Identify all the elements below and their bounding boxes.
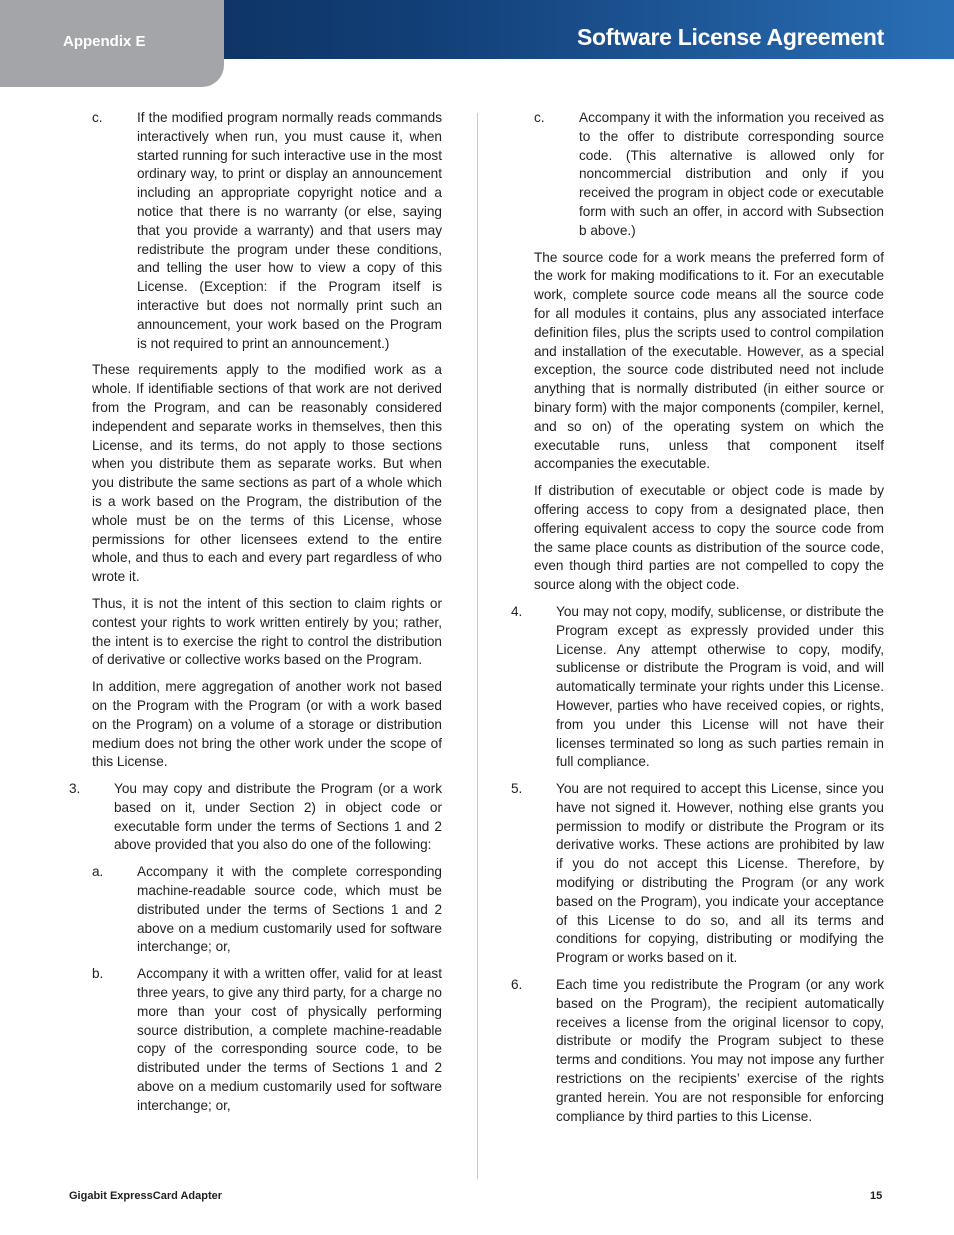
footer-page-number: 15 [870, 1190, 883, 1202]
footer-product-name: Gigabit ExpressCard Adapter [69, 1190, 223, 1202]
sub-list-item [534, 109, 884, 241]
list-item-text: If the modified program normally reads commands interactively when run, you must cause it, when started running for such interactive use in the most ordinary way, to print or display an announcement including an appropriate copyright notice and a notice that there is no warranty (or else, saying that you provide a warranty) and that users may redistribute the program under these conditions, and telling the user how to view a copy of this License. (Exception: if the Program itself is interactive but does not normally print such an announcement, your work based on the Program is not required to print an announcement.) [137, 110, 442, 351]
numbered-list-item [511, 976, 884, 1126]
appendix-label: Appendix E [63, 33, 146, 50]
list-item-text: You are not required to accept this License, since you have not signed it. However, nothing else grants you permission to modify or distribute the Program or its derivative works. These actions are prohibited by law if you do not accept this License. Therefore, by modifying or distributing the Program (or any work based on the Program), you indicate your acceptance of this License to do so, and all its terms and conditions for copying, distributing or modifying the Program or works based on it. [556, 781, 884, 966]
list-marker: a. [92, 864, 104, 880]
right-column [511, 109, 884, 1134]
numbered-list-item [69, 780, 442, 855]
sub-list-item [92, 109, 442, 353]
appendix-tab [0, 0, 224, 87]
list-marker: 6. [511, 977, 523, 993]
body-paragraph: These requirements apply to the modified work as a whole. If identifiable sections of that work are not derived from the Program, and can be reasonably considered independent and separate works in themselves, then this License, and its terms, do not apply to those sections when you distribute them as separate works. But when you distribute the same sections as part of a whole which is a work based on the Program, the distribution of the whole must be on the terms of this License, whose permissions for other licensees extend to the entire whole, and thus to each and every part regardless of who wrote it. [92, 362, 442, 585]
numbered-list-item [511, 780, 884, 968]
body-paragraph: Thus, it is not the intent of this section to claim rights or contest your rights to work written entirely by you; rather, the intent is to exercise the right to control the distribution of derivative or collective works based on the Program. [92, 595, 442, 668]
list-marker: b. [92, 966, 104, 982]
list-item-text: Accompany it with the complete corresponding machine-readable source code, which must be distributed under the terms of Sections 1 and 2 above on a medium customarily used for software interchange; or, [137, 864, 442, 955]
sub-list-item [92, 965, 442, 1115]
page-title: Software License Agreement [576, 24, 884, 50]
list-item-text: Each time you redistribute the Program (or any work based on the Program), the recipient automatically receives a license from the original licensor to copy, distribute or modify the Program subject to these terms and conditions. You may not impose any further restrictions on the recipients’ exercise of the rights granted herein. You are not responsible for enforcing compliance by third parties to this License. [556, 977, 884, 1124]
list-marker: c. [92, 110, 103, 125]
list-marker: 5. [511, 781, 523, 797]
list-item-text: You may copy and distribute the Program (or a work based on it, under Section 2) in object code or executable form under the terms of Sections 1 and 2 above provided that you also do one of the following: [114, 781, 442, 853]
list-marker: 4. [511, 603, 523, 619]
numbered-list-item [511, 603, 884, 772]
body-paragraph: If distribution of executable or object code is made by offering access to copy from a designated place, then offering equivalent access to copy the source code from the same place counts as distribution of the source code, even though third parties are not compelled to copy the source along with the object code. [534, 483, 884, 593]
column-divider [477, 113, 478, 1179]
list-item-text: You may not copy, modify, sublicense, or distribute the Program except as expressly provided under this License. Any attempt otherwise to copy, modify, sublicense or distribute the Program is void, and will automatically terminate your rights under this License. However, parties who have received copies, or rights, from you under this License will not have their licenses terminated so long as such parties remain in full compliance. [556, 603, 884, 770]
body-paragraph: The source code for a work means the preferred form of the work for making modifications to it. For an executable work, complete source code means all the source code for all modules it contains, plus any associated interface definition files, plus the scripts used to control compilation and installation of the executable. However, as a special exception, the source code distributed need not include anything that is normally distributed (in either source or binary form) with the major components (compiler, kernel, and so on) of the operating system on which the executable runs, unless that component itself accompanies the executable. [534, 249, 884, 472]
list-item-text: Accompany it with the information you received as to the offer to distribute corresponding source code. (This alternative is allowed only for noncommercial distribution and only if you received the program in object code or executable form with such an offer, in accord with Subsection b above.) [579, 110, 884, 238]
sub-list-item [92, 863, 442, 957]
list-marker: c. [534, 110, 545, 125]
body-paragraph: In addition, mere aggregation of another work not based on the Program with the Program (or with a work based on the Program) on a volume of a storage or distribution medium does not bring the other work under the scope of this License. [92, 679, 442, 770]
list-marker: 3. [69, 781, 81, 797]
list-item-text: Accompany it with a written offer, valid for at least three years, to give any third party, for a charge no more than your cost of physically performing source distribution, a complete machine-readable copy of the corresponding source code, to be distributed under the terms of Sections 1 and 2 above on a medium customarily used for software interchange; or, [137, 966, 442, 1113]
left-column [69, 109, 442, 1124]
